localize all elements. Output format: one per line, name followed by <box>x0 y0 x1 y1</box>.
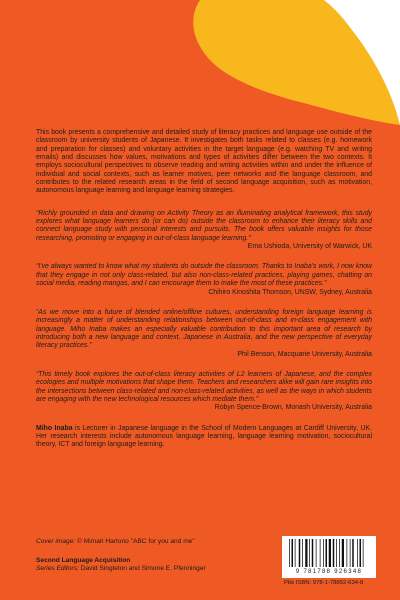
cover-image-text: © Mimari Hartono "ABC for you and me" <box>75 538 195 545</box>
endorsement-text: “Richly grounded in data and drawing on Activity Theory as an illuminating analytical framework, this study explores what language learners do (or can do) outside the classroom to enhance their literacy skills and connect language study with personal interests and pursuits. The book offers valuable insights for those researching, promoting or engaging in out-of-class language learning.” <box>36 209 372 242</box>
endorsement-text: “I've always wanted to know what my students do outside the classroom. Thanks to Inaba's work, I now know that they engage in not only class-related, but also non-class-related practices, playing games, chatting on social media, reading mangas, and I can encourage them to make the most of these practices.” <box>36 263 372 288</box>
barcode-bar <box>357 539 358 567</box>
barcode-bar <box>360 539 362 567</box>
barcode-digits: 9 781788 926348 <box>295 569 363 575</box>
endorsement-attribution: Robyn Spence-Brown, Monash University, Australia <box>214 404 372 412</box>
barcode-bar <box>342 539 344 567</box>
back-cover-content <box>36 129 372 457</box>
barcode-bar <box>305 539 307 567</box>
barcode-bar <box>323 539 324 567</box>
book-description: This book presents a comprehensive and detailed study of literacy practices and language use outside of the classroom by university students of Japanese. It investigates both tasks related to classes (e.g. homework and preparation for classes) and voluntary activities in the target language (e.g. watching TV and writing emails) and discusses how values, motivations and types of activities differ between the two contexts. It employs sociocultural perspectives to observe reading and writing activities within and under the influence of individual and social contexts, such as learner motives, peer networks and the language classroom, and contributes to the related research areas in the field of second language acquisition, such as motivation, autonomous language learning and language learning strategies. <box>36 129 372 195</box>
barcode-bar <box>336 539 337 567</box>
barcode-bar <box>289 539 290 567</box>
endorsement-attribution: Chihiro Kinoshita Thomson, UNSW, Sydney, Australia <box>208 288 372 296</box>
endorsement-attribution: Phil Benson, Macquarie University, Australia <box>237 350 372 358</box>
barcode-bar <box>329 539 331 567</box>
barcode-bar <box>326 539 328 567</box>
barcode-bar <box>320 539 321 567</box>
barcode-bar <box>302 539 303 567</box>
barcode-bar <box>295 539 296 567</box>
barcode-bar <box>333 539 335 567</box>
barcode-bar <box>299 539 301 567</box>
endorsement-attribution: Ema Ushioda, University of Warwick, UK <box>247 243 372 251</box>
endorsement-text: “This timely book explores the out-of-class literacy activities of L2 learners of Japanese, and the complex ecologies and multiple motivations that shape them. Teachers and researchers alike will gain rare insights into the intersections between class-related and non-class-related activities, as well as the ways in which students are engaging with the new technological resources which mediate them.” <box>36 370 372 403</box>
author-bio <box>36 425 372 450</box>
author-name: Miho Inaba <box>36 424 73 432</box>
series-editors: David Singleton and Simone E. Pfenninger <box>78 565 206 572</box>
endorsement-4 <box>36 371 372 413</box>
barcode-bar <box>339 539 340 567</box>
endorsement-text: “As we move into a future of blended online/offline cultures, understanding foreign language learning is increasingly a matter of understanding relationships between out-of-class and in-class engagement with language. Miho Inaba makes an especially valuable contribution to this important area of research by introducing both a new language and context, Japanese in Australia, and the new perspective of everyday literacy practices.” <box>36 308 372 350</box>
barcode-bars <box>288 539 370 569</box>
decorative-shapes <box>0 0 400 125</box>
endorsement-3 <box>36 309 372 359</box>
barcode-bar <box>312 539 314 567</box>
barcode-bar <box>350 539 351 567</box>
series-info <box>36 557 206 573</box>
barcode-bar <box>309 539 310 567</box>
barcode-bar <box>292 539 294 567</box>
footer <box>36 538 372 598</box>
isbn: Pbk ISBN: 978-1-78892-634-8 <box>284 580 364 586</box>
barcode-bar <box>316 539 317 567</box>
barcode-bar <box>363 539 364 567</box>
barcode-bar <box>347 539 348 567</box>
author-bio-text: is Lecturer in Japanese language in the School of Modern Languages at Cardiff University, UK. Her research interests include autonomous language learning, language learning motivation, sociocultural theory, ICT and foreign language learning. <box>36 424 372 449</box>
series-name: Second Language Acquisition <box>36 557 131 564</box>
barcode <box>282 536 376 578</box>
barcode-bar <box>352 539 354 567</box>
endorsement-2 <box>36 263 372 296</box>
series-editors-label: Series Editors: <box>36 565 79 572</box>
endorsement-1 <box>36 210 372 252</box>
cover-image-label: Cover image: <box>36 538 76 545</box>
